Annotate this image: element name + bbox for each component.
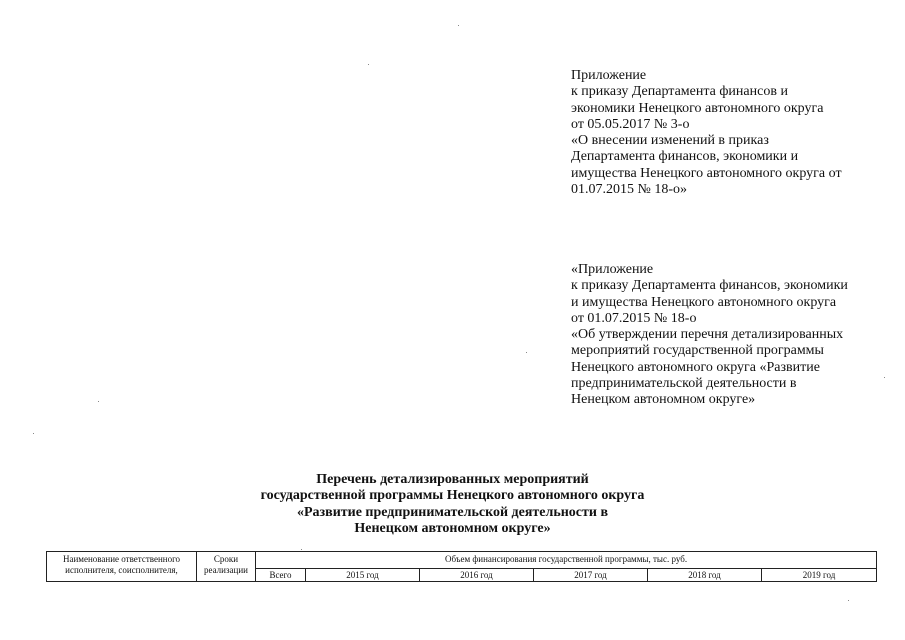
- appendix-line: «Об утверждении перечня детализированных: [571, 327, 844, 343]
- header-funding: Объем финансирования государственной программы, тыс. руб.: [256, 552, 877, 569]
- scan-speck: [98, 401, 99, 402]
- scan-speck: [884, 377, 885, 378]
- appendix-line: Департамента финансов, экономики и: [571, 149, 799, 165]
- appendix-line: «О внесении изменений в приказ: [571, 133, 769, 149]
- header-terms-cell: [197, 552, 256, 582]
- appendix-line: к приказу Департамента финансов и: [571, 84, 788, 100]
- subheader-year: 2016 год: [420, 569, 534, 582]
- scan-speck: [301, 549, 302, 550]
- header-executor: Наименование ответственного исполнителя, соисполнителя,: [62, 554, 181, 575]
- appendix-line: мероприятий государственной программы: [571, 343, 824, 359]
- appendix-line: Ненецком автономном округе»: [571, 392, 756, 408]
- appendix-line: от 05.05.2017 № 3-о: [571, 116, 690, 132]
- appendix-line: «Приложение: [571, 262, 654, 277]
- appendix-line: к приказу Департамента финансов, экономики: [571, 278, 848, 294]
- appendix-line: имущества Ненецкого автономного округа от: [571, 165, 842, 181]
- subheader-total: Всего: [256, 569, 306, 582]
- header-executor-cell: [47, 552, 197, 582]
- scan-speck: [526, 352, 527, 353]
- scan-speck: [368, 64, 369, 65]
- appendix-current-order: [571, 68, 842, 198]
- appendix-original-order: [571, 262, 848, 409]
- title-line: Ненецком автономном округе»: [354, 521, 551, 537]
- appendix-line: 01.07.2015 № 18-о»: [571, 182, 688, 198]
- scan-speck: [33, 433, 34, 434]
- table-header-row: [47, 552, 877, 569]
- document-title: [0, 472, 905, 538]
- appendix-line: экономики Ненецкого автономного округа: [571, 100, 824, 116]
- funding-table: [46, 551, 877, 582]
- subheader-year: 2017 год: [534, 569, 648, 582]
- appendix-line: и имущества Ненецкого автономного округа: [571, 294, 837, 310]
- header-terms: Сроки реализации: [204, 554, 248, 575]
- appendix-line: Ненецкого автономного округа «Развитие: [571, 359, 820, 375]
- subheader-year: 2015 год: [306, 569, 420, 582]
- appendix-line: предпринимательской деятельности в: [571, 376, 797, 392]
- appendix-line: от 01.07.2015 № 18-о: [571, 310, 697, 326]
- subheader-year: 2019 год: [762, 569, 877, 582]
- title-line: Перечень детализированных мероприятий: [316, 472, 589, 487]
- subheader-year: 2018 год: [648, 569, 762, 582]
- title-line: «Развитие предпринимательской деятельности в: [296, 504, 609, 520]
- appendix-line: Приложение: [571, 68, 647, 83]
- scan-speck: [458, 25, 459, 26]
- title-line: государственной программы Ненецкого автономного округа: [260, 488, 645, 504]
- scan-speck: [848, 600, 849, 601]
